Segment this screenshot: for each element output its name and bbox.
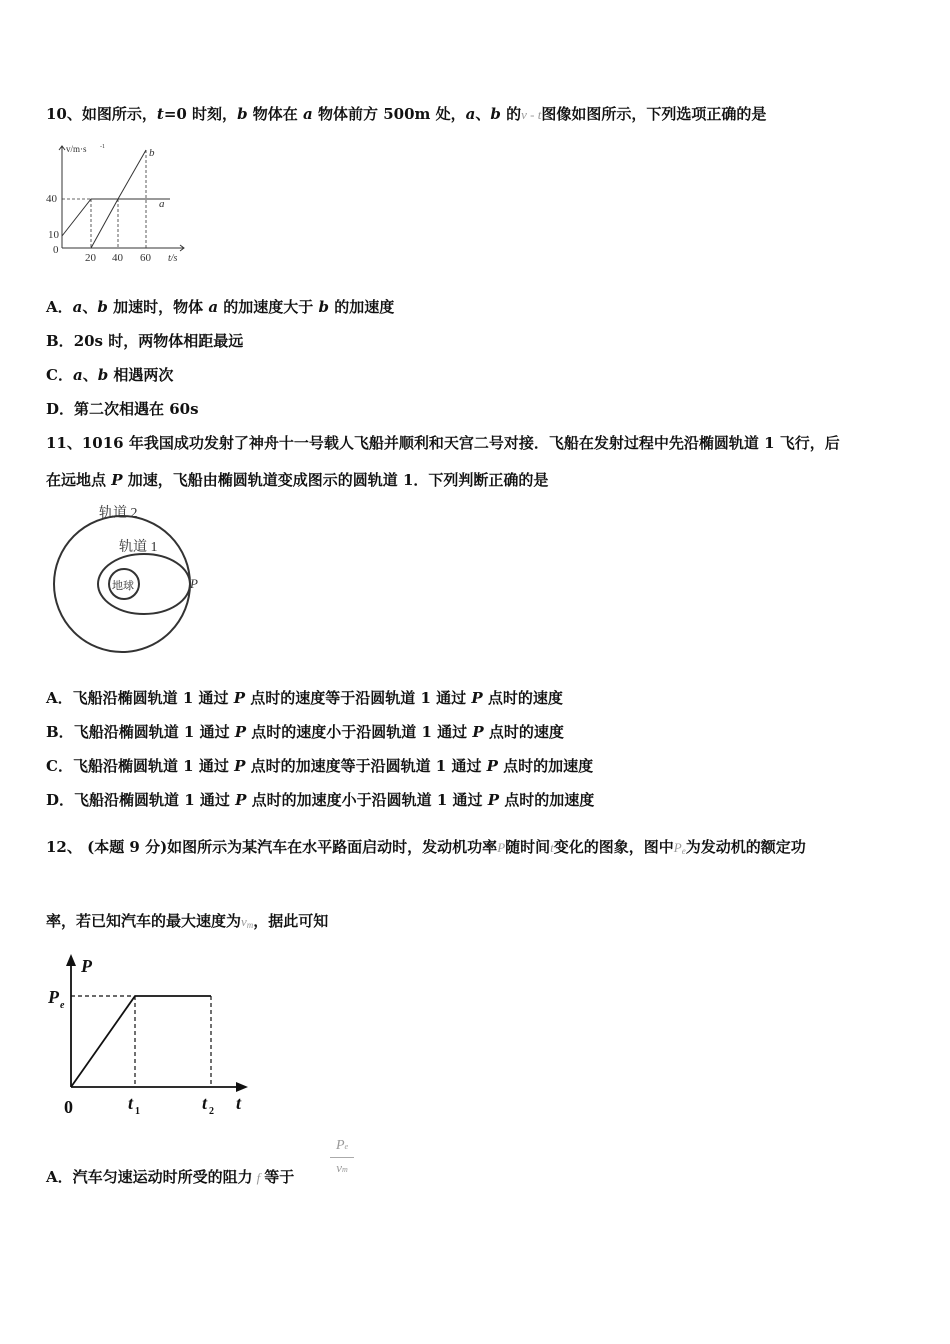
point-p-label: P xyxy=(190,576,198,591)
q10-option-b[interactable]: B．20s 时，两物体相距最远 xyxy=(46,332,244,350)
q10-vt-graph xyxy=(44,140,194,265)
q11-option-c[interactable]: C．飞船沿椭圆轨道 1 通过 P 点时的加速度等于沿圆轨道 1 通过 P 点时的加速度 xyxy=(46,757,594,775)
q10-ytick-40: 40 xyxy=(46,193,57,205)
q10-stem: 10、如图所示，t=0 时刻，b 物体在 a 物体前方 500m 处，a、b 的v - t图像如图所示，下列选项正确的是 xyxy=(46,105,767,123)
q12-t1-sub: 1 xyxy=(135,1106,140,1117)
orbit-2-label: 轨道 2 xyxy=(99,506,138,521)
q11-stem-line2: 在远地点 P 加速，飞船由椭圆轨道变成图示的圆轨道 1．下列判断正确的是 xyxy=(46,471,549,489)
q12-ylabel: P xyxy=(81,956,92,976)
x-axis-arrow xyxy=(236,1082,248,1092)
orbit-1-label: 轨道 1 xyxy=(119,540,158,555)
q12-pe-label: P xyxy=(48,987,59,1007)
q12-t2-label: t xyxy=(202,1093,208,1113)
q12-option-a[interactable]: A．汽车匀速运动时所受的阻力 f 等于 xyxy=(46,1168,295,1186)
q11-orbit-figure xyxy=(44,498,214,666)
q12-fraction: Pe vm xyxy=(330,1138,354,1178)
q12-origin: 0 xyxy=(64,1097,73,1117)
q12-t1-label: t xyxy=(128,1093,134,1113)
q10-option-d[interactable]: D．第二次相遇在 60s xyxy=(46,400,199,418)
q12-pe-sub: e xyxy=(60,1000,65,1011)
q12-xlabel: t xyxy=(236,1093,242,1113)
q12-stem-line2: 率，若已知汽车的最大速度为$v_m$，据此可知 xyxy=(46,912,329,930)
q10-ytick-10: 10 xyxy=(48,229,59,241)
earth-label: 地球 xyxy=(112,580,134,592)
q10-line-b-label: b xyxy=(149,147,155,159)
q10-xlabel: t/s xyxy=(168,253,178,264)
vt-math: v - t xyxy=(521,107,542,122)
q11-option-b[interactable]: B．飞船沿椭圆轨道 1 通过 P 点时的速度小于沿圆轨道 1 通过 P 点时的速度 xyxy=(46,723,564,741)
q10-xtick-20: 20 xyxy=(85,252,96,264)
q10-ylabel: v/m·s xyxy=(66,144,87,154)
q10-line-a-label: a xyxy=(159,198,165,210)
q10-option-a[interactable]: A．a、b 加速时，物体 a 的加速度大于 b 的加速度 xyxy=(46,298,395,316)
q11-option-d[interactable]: D．飞船沿椭圆轨道 1 通过 P 点时的加速度小于沿圆轨道 1 通过 P 点时的加速度 xyxy=(46,791,595,809)
q12-t2-sub: 2 xyxy=(209,1106,214,1117)
q10-ytick-0: 0 xyxy=(53,244,59,256)
q12-power-graph xyxy=(44,950,254,1120)
y-axis-arrow xyxy=(66,954,76,966)
q10-option-c[interactable]: C．a、b 相遇两次 xyxy=(46,366,174,384)
q12-stem-line1: 12、 (本题 9 分)如图所示为某汽车在水平路面启动时，发动机功率P随时间t变化的图象，图中$P_e$为发动机的额定功 xyxy=(46,838,806,856)
q10-xtick-60: 60 xyxy=(140,252,151,264)
q10-ylabel-exp: -1 xyxy=(100,144,105,150)
q11-stem-line1: 11、1016 年我国成功发射了神舟十一号载人飞船并顺利和天宫二号对接．飞船在发射过程中先沿椭圆轨道 1 飞行，后 xyxy=(46,434,840,452)
q11-option-a[interactable]: A．飞船沿椭圆轨道 1 通过 P 点时的速度等于沿圆轨道 1 通过 P 点时的速度 xyxy=(46,689,563,707)
q10-xtick-40: 40 xyxy=(112,252,123,264)
